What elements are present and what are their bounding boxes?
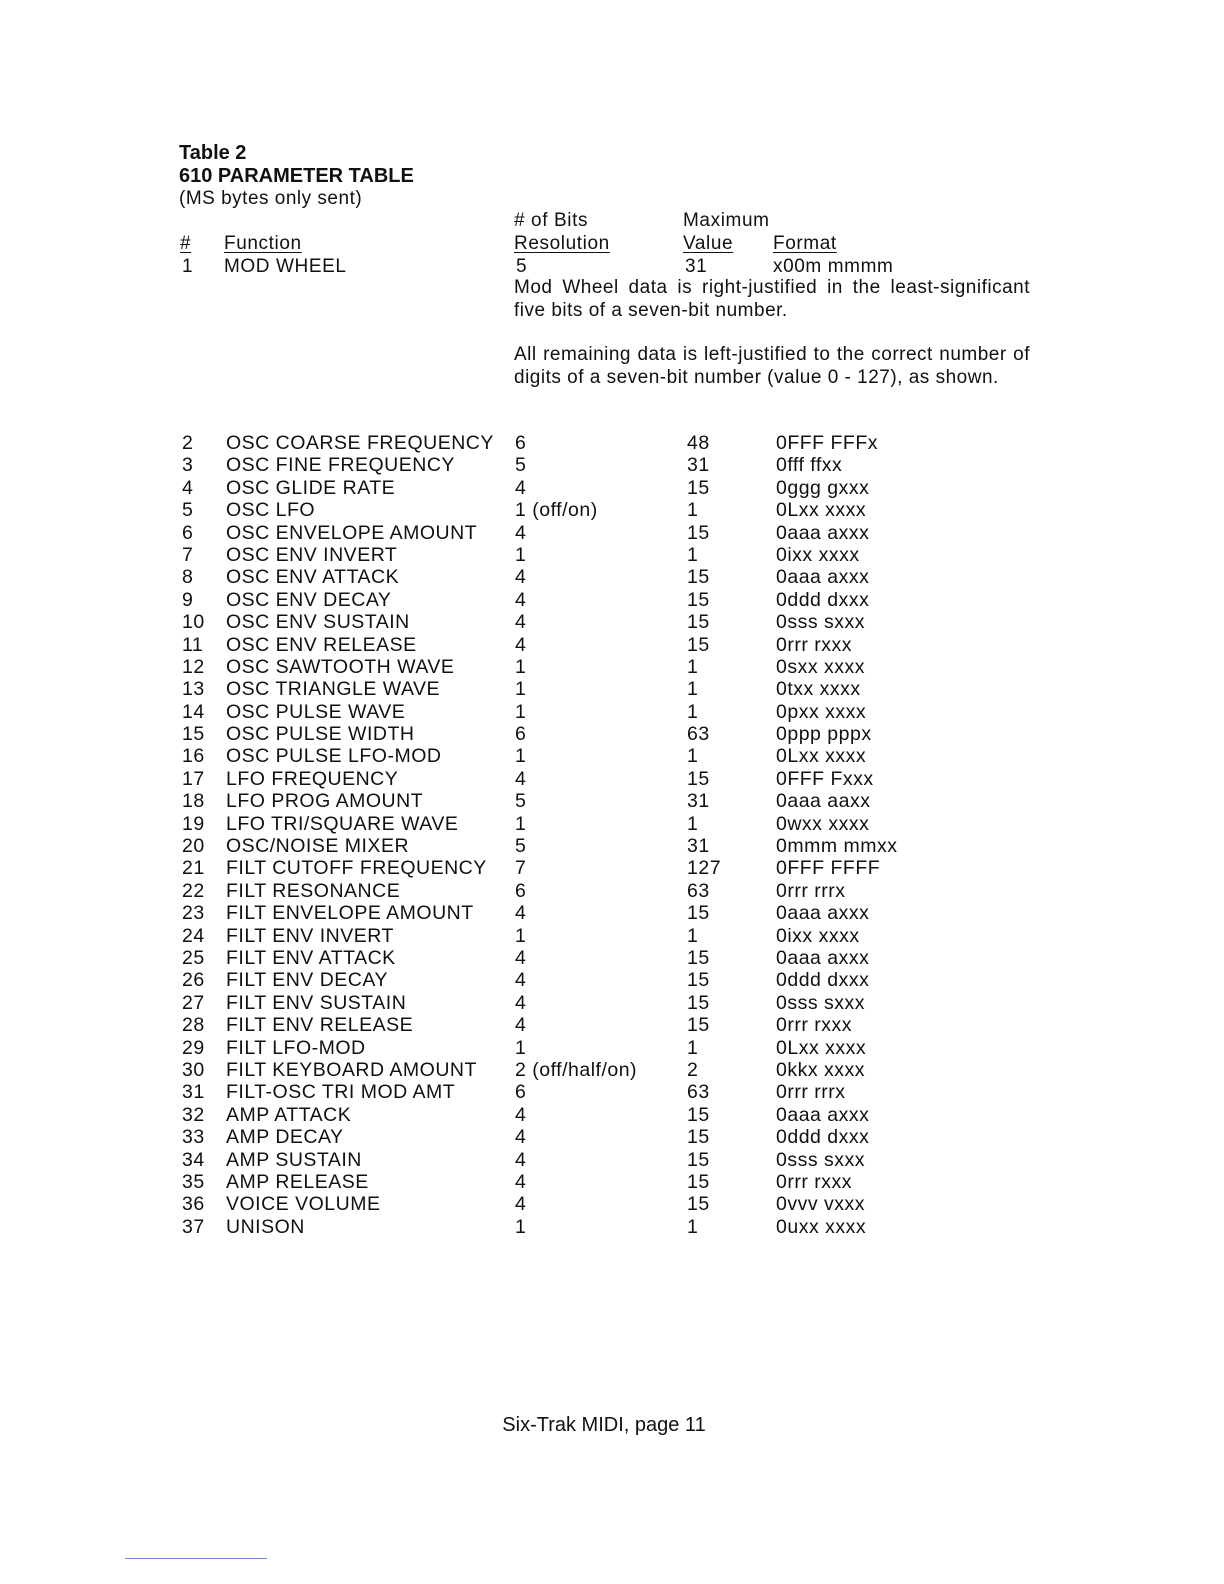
first-row-function: MOD WHEEL bbox=[224, 256, 347, 277]
row-bits: 4 bbox=[515, 946, 527, 969]
row-bits: 1 bbox=[515, 678, 527, 701]
row-number: 2 bbox=[182, 432, 194, 454]
row-format: 0rrr rrrx bbox=[776, 1081, 846, 1104]
row-format: 0mmm mmxx bbox=[776, 835, 898, 858]
row-bits: 6 bbox=[515, 723, 527, 746]
row-bits: 4 bbox=[515, 611, 527, 634]
table-row bbox=[0, 947, 1224, 969]
row-format: 0rrr rxxx bbox=[776, 633, 852, 656]
row-function: FILT RESONANCE bbox=[226, 879, 401, 902]
row-bits: 4 bbox=[515, 1126, 527, 1149]
row-format: 0wxx xxxx bbox=[776, 812, 870, 835]
parameter-table bbox=[0, 432, 1224, 1238]
row-bits: 4 bbox=[515, 1103, 527, 1126]
table-row bbox=[0, 1149, 1224, 1171]
row-number: 16 bbox=[182, 745, 205, 768]
row-number: 32 bbox=[182, 1103, 205, 1126]
table-row bbox=[0, 589, 1224, 611]
row-function: FILT ENVELOPE AMOUNT bbox=[226, 902, 474, 925]
row-function: UNISON bbox=[226, 1215, 305, 1238]
row-function: VOICE VOLUME bbox=[226, 1193, 381, 1216]
row-function: OSC ENV RELEASE bbox=[226, 633, 417, 656]
row-format: 0aaa axxx bbox=[776, 521, 870, 544]
row-format: 0ddd dxxx bbox=[776, 969, 870, 992]
first-row-max: 31 bbox=[685, 256, 708, 277]
row-format: 0aaa axxx bbox=[776, 1103, 870, 1126]
row-format: 0sss sxxx bbox=[776, 1148, 866, 1171]
row-format: 0FFF FFFx bbox=[776, 432, 878, 454]
row-function: LFO TRI/SQUARE WAVE bbox=[226, 812, 459, 835]
row-max-value: 1 bbox=[687, 700, 699, 723]
row-format: 0rrr rxxx bbox=[776, 1170, 852, 1193]
row-number: 36 bbox=[182, 1193, 205, 1216]
table-row bbox=[0, 925, 1224, 947]
row-function: FILT ENV INVERT bbox=[226, 924, 394, 947]
row-function: OSC ENV INVERT bbox=[226, 543, 398, 566]
first-row-format: x00m mmmm bbox=[773, 256, 894, 277]
row-number: 35 bbox=[182, 1170, 205, 1193]
row-format: 0ixx xxxx bbox=[776, 543, 860, 566]
row-max-value: 15 bbox=[687, 1170, 710, 1193]
row-number: 34 bbox=[182, 1148, 205, 1171]
row-bits: 4 bbox=[515, 969, 527, 992]
row-number: 9 bbox=[182, 588, 194, 611]
row-number: 25 bbox=[182, 946, 205, 969]
table-row bbox=[0, 857, 1224, 879]
row-bits: 4 bbox=[515, 1014, 527, 1037]
table-row bbox=[0, 813, 1224, 835]
row-max-value: 1 bbox=[687, 1215, 699, 1238]
header-max-top: Maximum bbox=[683, 210, 770, 231]
mod-wheel-note: Mod Wheel data is right-justified in the least-significant five bits of a seven-bit number. bbox=[514, 277, 1030, 321]
row-function: LFO PROG AMOUNT bbox=[226, 790, 424, 813]
row-bits: 4 bbox=[515, 521, 527, 544]
row-function: FILT-OSC TRI MOD AMT bbox=[226, 1081, 456, 1104]
row-bits: 5 bbox=[515, 454, 527, 477]
table-row bbox=[0, 544, 1224, 566]
row-bits: 4 bbox=[515, 588, 527, 611]
row-function: OSC GLIDE RATE bbox=[226, 476, 396, 499]
row-max-value: 15 bbox=[687, 767, 710, 790]
table-row bbox=[0, 880, 1224, 902]
row-bits: 1 (off/on) bbox=[515, 499, 598, 522]
table-row bbox=[0, 1104, 1224, 1126]
row-function: OSC ENV SUSTAIN bbox=[226, 611, 410, 634]
table-row bbox=[0, 432, 1224, 454]
row-format: 0Lxx xxxx bbox=[776, 745, 867, 768]
row-max-value: 63 bbox=[687, 723, 710, 746]
row-bits: 5 bbox=[515, 790, 527, 813]
row-max-value: 63 bbox=[687, 879, 710, 902]
row-bits: 6 bbox=[515, 879, 527, 902]
row-format: 0sss sxxx bbox=[776, 611, 866, 634]
table-row bbox=[0, 701, 1224, 723]
row-bits: 1 bbox=[515, 1215, 527, 1238]
row-format: 0FFF Fxxx bbox=[776, 767, 874, 790]
table-row bbox=[0, 656, 1224, 678]
row-number: 26 bbox=[182, 969, 205, 992]
row-bits: 4 bbox=[515, 1193, 527, 1216]
row-function: FILT ENV ATTACK bbox=[226, 946, 396, 969]
table-row bbox=[0, 768, 1224, 790]
row-max-value: 15 bbox=[687, 611, 710, 634]
row-max-value: 48 bbox=[687, 432, 710, 454]
row-function: AMP RELEASE bbox=[226, 1170, 369, 1193]
row-format: 0ggg gxxx bbox=[776, 476, 870, 499]
page-footer bbox=[0, 1414, 1224, 1437]
row-max-value: 15 bbox=[687, 1014, 710, 1037]
table-row bbox=[0, 499, 1224, 521]
row-bits: 1 bbox=[515, 1036, 527, 1059]
row-format: 0aaa aaxx bbox=[776, 790, 871, 813]
row-max-value: 2 bbox=[687, 1058, 699, 1081]
row-max-value: 31 bbox=[687, 454, 710, 477]
table-row bbox=[0, 1014, 1224, 1036]
row-format: 0ddd dxxx bbox=[776, 1126, 870, 1149]
row-max-value: 15 bbox=[687, 1193, 710, 1216]
row-bits: 1 bbox=[515, 700, 527, 723]
row-max-value: 15 bbox=[687, 1103, 710, 1126]
row-max-value: 127 bbox=[687, 857, 722, 880]
row-bits: 6 bbox=[515, 432, 527, 454]
table-label: Table 2 bbox=[179, 142, 247, 164]
row-format: 0ddd dxxx bbox=[776, 588, 870, 611]
row-number: 15 bbox=[182, 723, 205, 746]
row-function: OSC PULSE LFO-MOD bbox=[226, 745, 442, 768]
table-row bbox=[0, 902, 1224, 924]
row-number: 23 bbox=[182, 902, 205, 925]
row-format: 0sxx xxxx bbox=[776, 655, 866, 678]
row-bits: 4 bbox=[515, 1148, 527, 1171]
row-function: FILT CUTOFF FREQUENCY bbox=[226, 857, 487, 880]
header-bits-top: # of Bits bbox=[514, 210, 589, 231]
row-function: OSC PULSE WAVE bbox=[226, 700, 406, 723]
row-function: OSC ENVELOPE AMOUNT bbox=[226, 521, 478, 544]
table-row bbox=[0, 522, 1224, 544]
row-function: OSC/NOISE MIXER bbox=[226, 835, 410, 858]
header-bits-bottom: Resolution bbox=[514, 233, 610, 254]
row-format: 0ixx xxxx bbox=[776, 924, 860, 947]
row-format: 0rrr rrrx bbox=[776, 879, 846, 902]
row-bits: 1 bbox=[515, 924, 527, 947]
row-function: OSC LFO bbox=[226, 499, 316, 522]
row-format: 0vvv vxxx bbox=[776, 1193, 866, 1216]
row-function: OSC SAWTOOTH WAVE bbox=[226, 655, 455, 678]
row-max-value: 1 bbox=[687, 678, 699, 701]
header-format: Format bbox=[773, 233, 837, 254]
row-number: 30 bbox=[182, 1058, 205, 1081]
row-number: 19 bbox=[182, 812, 205, 835]
row-format: 0txx xxxx bbox=[776, 678, 861, 701]
row-number: 31 bbox=[182, 1081, 205, 1104]
table-row bbox=[0, 835, 1224, 857]
row-number: 11 bbox=[182, 633, 204, 656]
row-number: 24 bbox=[182, 924, 205, 947]
row-bits: 4 bbox=[515, 633, 527, 656]
footer-text: Six-Trak MIDI, page 11 bbox=[502, 1414, 706, 1436]
row-max-value: 15 bbox=[687, 1126, 710, 1149]
row-max-value: 15 bbox=[687, 991, 710, 1014]
row-max-value: 1 bbox=[687, 499, 699, 522]
row-format: 0fff ffxx bbox=[776, 454, 843, 477]
row-function: FILT KEYBOARD AMOUNT bbox=[226, 1058, 477, 1081]
row-number: 8 bbox=[182, 566, 194, 589]
row-function: OSC ENV DECAY bbox=[226, 588, 392, 611]
row-max-value: 15 bbox=[687, 476, 710, 499]
table-row bbox=[0, 1126, 1224, 1148]
table-row bbox=[0, 678, 1224, 700]
row-number: 5 bbox=[182, 499, 194, 522]
row-number: 14 bbox=[182, 700, 205, 723]
table-row bbox=[0, 1216, 1224, 1238]
table-row bbox=[0, 611, 1224, 633]
row-bits: 4 bbox=[515, 1170, 527, 1193]
row-max-value: 1 bbox=[687, 812, 699, 835]
table-row bbox=[0, 634, 1224, 656]
table-row bbox=[0, 992, 1224, 1014]
row-max-value: 1 bbox=[687, 543, 699, 566]
row-max-value: 15 bbox=[687, 566, 710, 589]
row-format: 0kkx xxxx bbox=[776, 1058, 866, 1081]
row-max-value: 1 bbox=[687, 745, 699, 768]
first-row-num: 1 bbox=[182, 256, 194, 277]
row-function: OSC TRIANGLE WAVE bbox=[226, 678, 441, 701]
row-bits: 6 bbox=[515, 1081, 527, 1104]
row-number: 37 bbox=[182, 1215, 205, 1238]
row-number: 18 bbox=[182, 790, 205, 813]
table-row bbox=[0, 790, 1224, 812]
row-number: 13 bbox=[182, 678, 205, 701]
row-max-value: 1 bbox=[687, 924, 699, 947]
table-row bbox=[0, 566, 1224, 588]
header-num: # bbox=[180, 233, 192, 254]
bottom-rule bbox=[125, 1558, 267, 1559]
table-row bbox=[0, 477, 1224, 499]
row-function: OSC PULSE WIDTH bbox=[226, 723, 415, 746]
row-bits: 1 bbox=[515, 655, 527, 678]
row-bits: 4 bbox=[515, 767, 527, 790]
row-bits: 4 bbox=[515, 566, 527, 589]
row-number: 17 bbox=[182, 767, 205, 790]
row-max-value: 15 bbox=[687, 946, 710, 969]
row-bits: 1 bbox=[515, 543, 527, 566]
table-row bbox=[0, 1081, 1224, 1103]
row-function: OSC ENV ATTACK bbox=[226, 566, 400, 589]
row-number: 22 bbox=[182, 879, 205, 902]
row-format: 0aaa axxx bbox=[776, 946, 870, 969]
row-format: 0rrr rxxx bbox=[776, 1014, 852, 1037]
row-bits: 4 bbox=[515, 991, 527, 1014]
row-max-value: 15 bbox=[687, 633, 710, 656]
row-number: 29 bbox=[182, 1036, 205, 1059]
row-format: 0aaa axxx bbox=[776, 902, 870, 925]
row-number: 33 bbox=[182, 1126, 205, 1149]
table-row bbox=[0, 454, 1224, 476]
row-format: 0uxx xxxx bbox=[776, 1215, 867, 1238]
first-row-bits: 5 bbox=[516, 256, 528, 277]
row-function: FILT LFO-MOD bbox=[226, 1036, 366, 1059]
row-format: 0sss sxxx bbox=[776, 991, 866, 1014]
row-function: OSC FINE FREQUENCY bbox=[226, 454, 455, 477]
row-format: 0ppp pppx bbox=[776, 723, 872, 746]
row-max-value: 1 bbox=[687, 655, 699, 678]
table-row bbox=[0, 723, 1224, 745]
row-format: 0FFF FFFF bbox=[776, 857, 881, 880]
row-function: FILT ENV DECAY bbox=[226, 969, 388, 992]
row-bits: 7 bbox=[515, 857, 527, 880]
row-max-value: 31 bbox=[687, 790, 710, 813]
row-number: 21 bbox=[182, 857, 205, 880]
header-max-bottom: Value bbox=[683, 233, 734, 254]
row-max-value: 15 bbox=[687, 1148, 710, 1171]
table-row bbox=[0, 1193, 1224, 1215]
table-subtitle: (MS bytes only sent) bbox=[179, 188, 363, 209]
table-title: 610 PARAMETER TABLE bbox=[179, 165, 414, 187]
row-function: LFO FREQUENCY bbox=[226, 767, 399, 790]
row-number: 4 bbox=[182, 476, 194, 499]
row-number: 28 bbox=[182, 1014, 205, 1037]
row-function: OSC COARSE FREQUENCY bbox=[226, 432, 494, 454]
row-format: 0Lxx xxxx bbox=[776, 499, 867, 522]
row-function: FILT ENV RELEASE bbox=[226, 1014, 414, 1037]
table-row bbox=[0, 969, 1224, 991]
row-number: 27 bbox=[182, 991, 205, 1014]
row-function: FILT ENV SUSTAIN bbox=[226, 991, 407, 1014]
row-number: 12 bbox=[182, 655, 205, 678]
row-bits: 5 bbox=[515, 835, 527, 858]
row-max-value: 15 bbox=[687, 588, 710, 611]
row-number: 6 bbox=[182, 521, 194, 544]
row-max-value: 31 bbox=[687, 835, 710, 858]
row-max-value: 15 bbox=[687, 969, 710, 992]
table-row bbox=[0, 1171, 1224, 1193]
table-row bbox=[0, 1059, 1224, 1081]
row-format: 0Lxx xxxx bbox=[776, 1036, 867, 1059]
row-function: AMP SUSTAIN bbox=[226, 1148, 362, 1171]
remaining-data-note: All remaining data is left-justified to the correct number of digits of a seven-bit number (value 0 - 127), as shown. bbox=[514, 344, 1030, 388]
row-bits: 4 bbox=[515, 476, 527, 499]
table-row bbox=[0, 745, 1224, 767]
row-number: 7 bbox=[182, 543, 194, 566]
row-function: AMP ATTACK bbox=[226, 1103, 352, 1126]
row-number: 10 bbox=[182, 611, 205, 634]
header-function: Function bbox=[224, 233, 302, 254]
row-format: 0pxx xxxx bbox=[776, 700, 867, 723]
row-max-value: 15 bbox=[687, 521, 710, 544]
row-max-value: 15 bbox=[687, 902, 710, 925]
row-number: 3 bbox=[182, 454, 194, 477]
row-function: AMP DECAY bbox=[226, 1126, 344, 1149]
row-bits: 1 bbox=[515, 745, 527, 768]
row-max-value: 63 bbox=[687, 1081, 710, 1104]
row-number: 20 bbox=[182, 835, 205, 858]
row-format: 0aaa axxx bbox=[776, 566, 870, 589]
row-bits: 1 bbox=[515, 812, 527, 835]
row-bits: 4 bbox=[515, 902, 527, 925]
row-bits: 2 (off/half/on) bbox=[515, 1058, 638, 1081]
table-row bbox=[0, 1037, 1224, 1059]
row-max-value: 1 bbox=[687, 1036, 699, 1059]
